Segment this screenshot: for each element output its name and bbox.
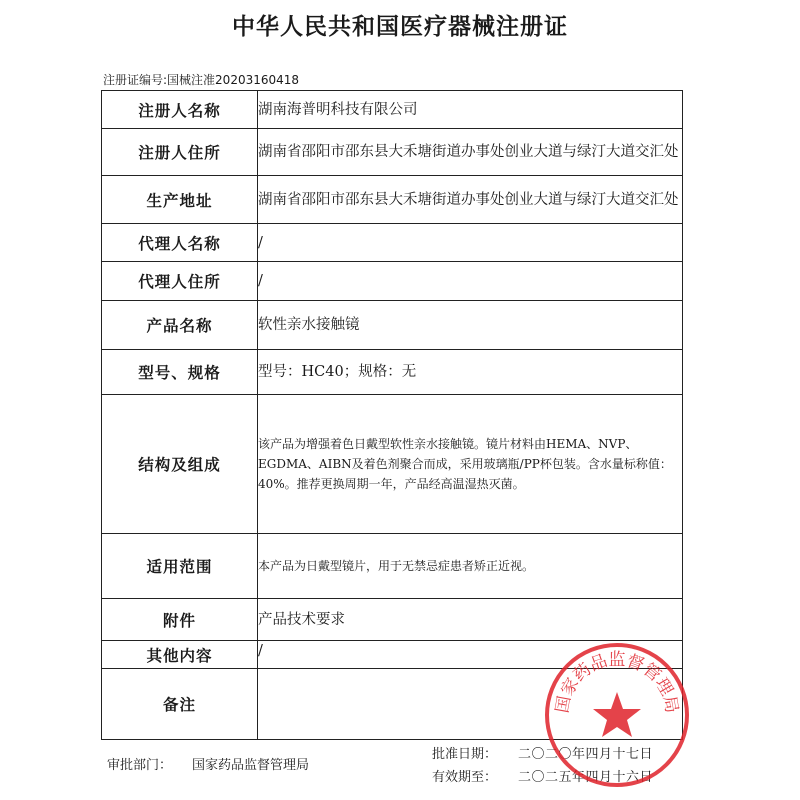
- approval-dept: 国家药品监督管理局: [192, 758, 310, 773]
- valid-until: 二〇二五年四月十六日: [518, 770, 654, 785]
- row-value-attachment: 产品技术要求: [258, 599, 683, 641]
- document-title: 中华人民共和国医疗器械注册证: [232, 14, 568, 40]
- row-label-registrant-name: 注册人名称: [102, 91, 258, 129]
- certificate-number: 注册证编号:国械注准20203160418: [103, 73, 300, 87]
- official-seal: [542, 640, 692, 790]
- row-label-agent-name: 代理人名称: [102, 224, 258, 262]
- seal-star-icon: [593, 692, 641, 737]
- row-value-other: /: [258, 641, 683, 669]
- seal-text: 国家药品监督管理局: [552, 650, 682, 715]
- table-row: [102, 224, 683, 262]
- table-row: [102, 301, 683, 350]
- row-label-scope: 适用范围: [102, 534, 258, 599]
- row-label-production-address: 生产地址: [102, 176, 258, 224]
- row-value-agent-name: /: [258, 224, 683, 262]
- table-row: [102, 350, 683, 395]
- row-label-other: 其他内容: [102, 641, 258, 669]
- row-label-product-name: 产品名称: [102, 301, 258, 350]
- row-value-product-name: 软性亲水接触镜: [258, 301, 683, 350]
- table-row: [102, 262, 683, 301]
- row-value-agent-address: /: [258, 262, 683, 301]
- row-label-registrant-address: 注册人住所: [102, 129, 258, 176]
- approval-date-label: 批准日期：: [432, 747, 498, 762]
- row-value-production-address: 湖南省邵阳市邵东县大禾塘街道办事处创业大道与绿汀大道交汇处: [258, 176, 683, 224]
- table-row: [102, 395, 683, 534]
- table-row: [102, 91, 683, 129]
- approval-date: 二〇二〇年四月十七日: [518, 747, 654, 762]
- row-value-registrant-name: 湖南海普明科技有限公司: [258, 91, 683, 129]
- row-label-model-spec: 型号、规格: [102, 350, 258, 395]
- row-value-model-spec: 型号：HC40；规格：无: [258, 350, 683, 395]
- table-row: [102, 176, 683, 224]
- valid-until-label: 有效期至：: [432, 770, 498, 785]
- row-value-structure: 该产品为增强着色日戴型软性亲水接触镜。镜片材料由HEMA、NVP、EGDMA、AIBN及着色剂聚合而成，采用玻璃瓶/PP杯包装。含水量标称值：40%。推荐更换周期一年，产品经高温湿热灭菌。: [258, 395, 683, 534]
- row-label-structure: 结构及组成: [102, 395, 258, 534]
- table-row: [102, 599, 683, 641]
- row-value-scope: 本产品为日戴型镜片，用于无禁忌症患者矫正近视。: [258, 534, 683, 599]
- row-value-registrant-address: 湖南省邵阳市邵东县大禾塘街道办事处创业大道与绿汀大道交汇处: [258, 129, 683, 176]
- approval-dept-label: 审批部门：: [107, 758, 173, 773]
- table-row: [102, 534, 683, 599]
- row-label-agent-address: 代理人住所: [102, 262, 258, 301]
- row-label-remarks: 备注: [102, 669, 258, 740]
- row-label-attachment: 附件: [102, 599, 258, 641]
- table-row: [102, 129, 683, 176]
